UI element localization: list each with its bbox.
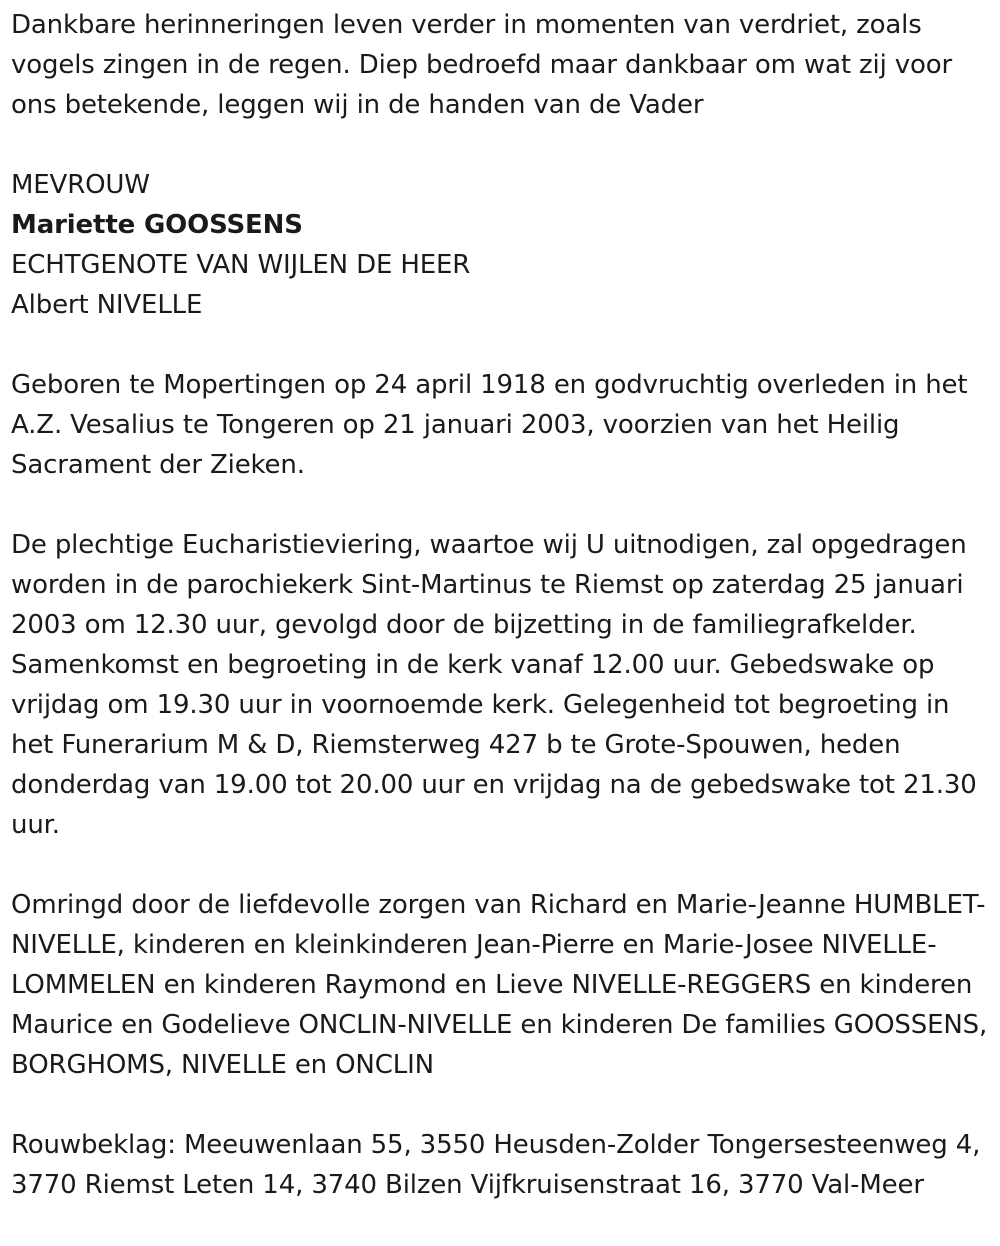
deceased-name: Mariette GOOSSENS xyxy=(11,210,303,240)
spacer xyxy=(11,1085,992,1125)
spouse-name: Albert NIVELLE xyxy=(11,290,203,320)
spacer xyxy=(11,325,992,365)
intro-paragraph: Dankbare herinneringen leven verder in momenten van verdriet, zoals vogels zingen in de regen. Diep bedroefd maar dankbaar om wat zij voor ons betekende, leggen wij in de handen van de Vader xyxy=(11,10,953,120)
spacer xyxy=(11,485,992,525)
ceremony-paragraph: De plechtige Eucharistieviering, waartoe wij U uitnodigen, zal opgedragen worden in de parochiekerk Sint-Martinus te Riemst op zaterdag 25 januari 2003 om 12.30 uur, gevolgd door de bijzetting in de familiegrafkelder. Samenkomst en begroeting in de kerk vanaf 12.00 uur. Gebedswake op vrijdag om 19.30 uur in voornoemde kerk. Gelegenheid tot begroeting in het Funerarium M & D, Riemsterweg 427 b te Grote-Spouwen, heden donderdag van 19.00 tot 20.00 uur en vrijdag na de gebedswake tot 21.30 uur. xyxy=(11,530,977,840)
family-paragraph: Omringd door de liefdevolle zorgen van Richard en Marie-Jeanne HUMBLET-NIVELLE, kinderen en kleinkinderen Jean-Pierre en Marie-Josee NIVELLE-LOMMELEN en kinderen Raymond en Lieve NIVELLE-REGGERS en kinderen Maurice en Godelieve ONCLIN-NIVELLE en kinderen De families GOOSSENS, BORGHOMS, NIVELLE en ONCLIN xyxy=(11,890,988,1080)
spacer xyxy=(11,125,992,165)
spacer xyxy=(11,845,992,885)
relation-line: ECHTGENOTE VAN WIJLEN DE HEER xyxy=(11,250,471,280)
condolence-paragraph: Rouwbeklag: Meeuwenlaan 55, 3550 Heusden-Zolder Tongersesteenweg 4, 3770 Riemst Leten 14, 3740 Bilzen Vijfkruisenstraat 16, 3770 Val-Meer xyxy=(11,1130,981,1200)
honorific-title: MEVROUW xyxy=(11,170,150,200)
birth-death-paragraph: Geboren te Mopertingen op 24 april 1918 en godvruchtig overleden in het A.Z. Vesalius te Tongeren op 21 januari 2003, voorzien van het Heilig Sacrament der Zieken. xyxy=(11,370,968,480)
